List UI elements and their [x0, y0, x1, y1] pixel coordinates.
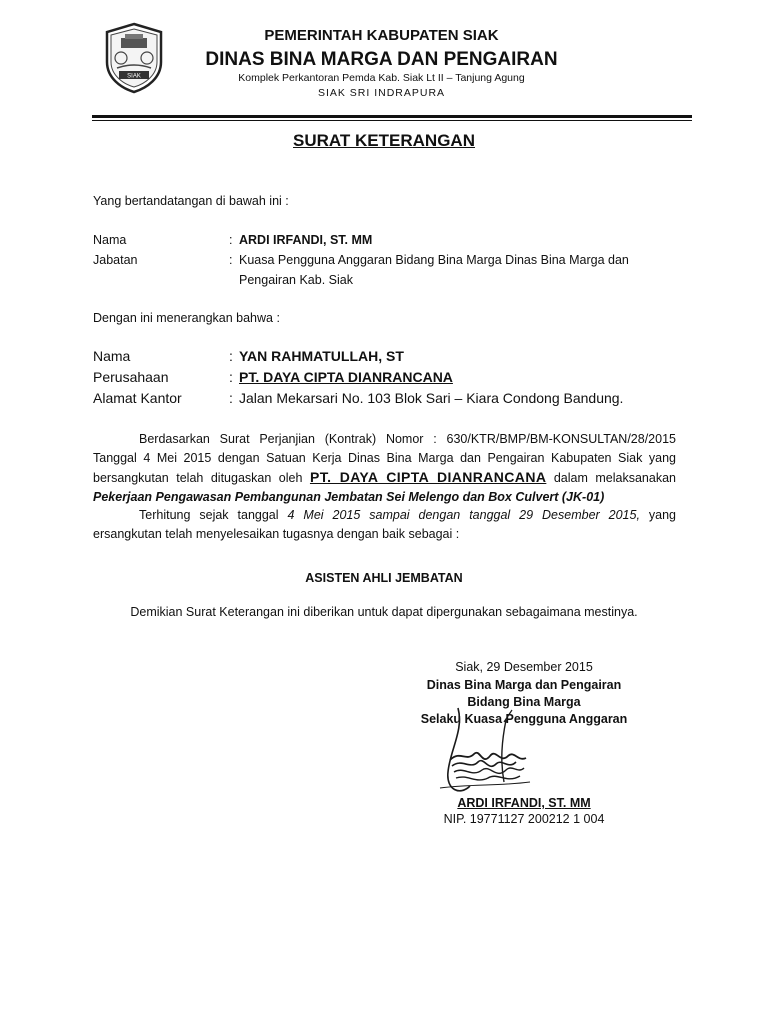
subject-company-colon: :	[229, 369, 233, 385]
signatory-position-value-line1: Kuasa Pengguna Anggaran Bidang Bina Marga Dinas Bina Marga dan	[239, 253, 629, 267]
intro-text: Yang bertandatangan di bawah ini :	[93, 194, 289, 208]
role-title: ASISTEN AHLI JEMBATAN	[305, 571, 463, 585]
letterhead-address: Komplek Perkantoran Pemda Kab. Siak Lt II – Tanjung Agung	[238, 72, 525, 84]
body-p2-line1-post: yang	[648, 508, 676, 522]
body-p2-dates: 4 Mei 2015 sampai dengan tanggal 29 Desember 2015,	[287, 508, 640, 522]
letterhead-city: SIAK SRI INDRAPURA	[317, 87, 446, 99]
emblem-text: SIAK	[127, 73, 141, 80]
signatory-position-colon: :	[229, 253, 233, 267]
signature-division: Bidang Bina Marga	[467, 695, 581, 709]
body-p1-line3-post: dalam melaksanakan	[553, 471, 676, 485]
body-p1-company: PT. DAYA CIPTA DIANRANCANA	[309, 469, 547, 485]
signature-name: ARDI IRFANDI, ST. MM	[457, 796, 591, 810]
body-p1-line1: Berdasarkan Surat Perjanjian (Kontrak) Nomor : 630/KTR/BMP/BM-KONSULTAN/28/2015	[139, 432, 676, 446]
letterhead-divider-thin	[92, 120, 692, 121]
document-title: SURAT KETERANGAN	[293, 131, 475, 150]
handwritten-signature-icon	[430, 700, 550, 810]
subject-name-value: YAN RAHMATULLAH, ST	[239, 348, 404, 364]
body-p2-line2: ersangkutan telah menyelesaikan tugasnya dengan baik sebagai :	[93, 527, 460, 541]
letterhead-divider-thick	[92, 115, 692, 118]
subject-name-label: Nama	[93, 348, 131, 364]
signature-place-date: Siak, 29 Desember 2015	[455, 660, 593, 674]
signatory-name-value: ARDI IRFANDI, ST. MM	[239, 233, 373, 247]
body-paragraph-2	[93, 506, 676, 544]
signature-nip: NIP. 19771127 200212 1 004	[443, 812, 605, 826]
letterhead-agency: DINAS BINA MARGA DAN PENGAIRAN	[205, 49, 558, 70]
signatory-position-value-line2: Pengairan Kab. Siak	[239, 273, 353, 287]
closing-text: Demikian Surat Keterangan ini diberikan untuk dapat dipergunakan sebagaimana mestinya.	[130, 605, 638, 619]
statement-intro-text: Dengan ini menerangkan bahwa :	[93, 311, 280, 325]
subject-address-label: Alamat Kantor	[93, 390, 182, 406]
subject-address-colon: :	[229, 390, 233, 406]
regency-emblem-icon	[103, 22, 165, 94]
body-p1-line2: Tanggal 4 Mei 2015 dengan Satuan Kerja Dinas Bina Marga dan Pengairan Kabupaten Siak yang	[93, 451, 676, 465]
signature-office: Dinas Bina Marga dan Pengairan	[426, 678, 622, 692]
signatory-name-label: Nama	[93, 233, 127, 247]
signature-capacity: Selaku Kuasa Pengguna Anggaran	[420, 712, 628, 726]
body-p2-line1	[93, 506, 676, 525]
signatory-position-label: Jabatan	[93, 253, 138, 267]
letterhead-government: PEMERINTAH KABUPATEN SIAK	[264, 27, 499, 44]
body-p1-line3	[93, 468, 676, 488]
subject-company-value: PT. DAYA CIPTA DIANRANCANA	[239, 369, 453, 385]
subject-address-value: Jalan Mekarsari No. 103 Blok Sari – Kiara Condong Bandung.	[239, 390, 624, 406]
subject-name-colon: :	[229, 348, 233, 364]
signatory-name-colon: :	[229, 233, 233, 247]
body-p1-line4: Pekerjaan Pengawasan Pembangunan Jembatan Sei Melengo dan Box Culvert (JK-01)	[93, 490, 605, 504]
body-p1-line3-pre: bersangkutan telah ditugaskan oleh	[93, 471, 303, 485]
subject-company-label: Perusahaan	[93, 369, 169, 385]
body-p2-line1-pre: Terhitung sejak tanggal	[139, 508, 279, 522]
body-paragraph-1	[93, 430, 676, 507]
